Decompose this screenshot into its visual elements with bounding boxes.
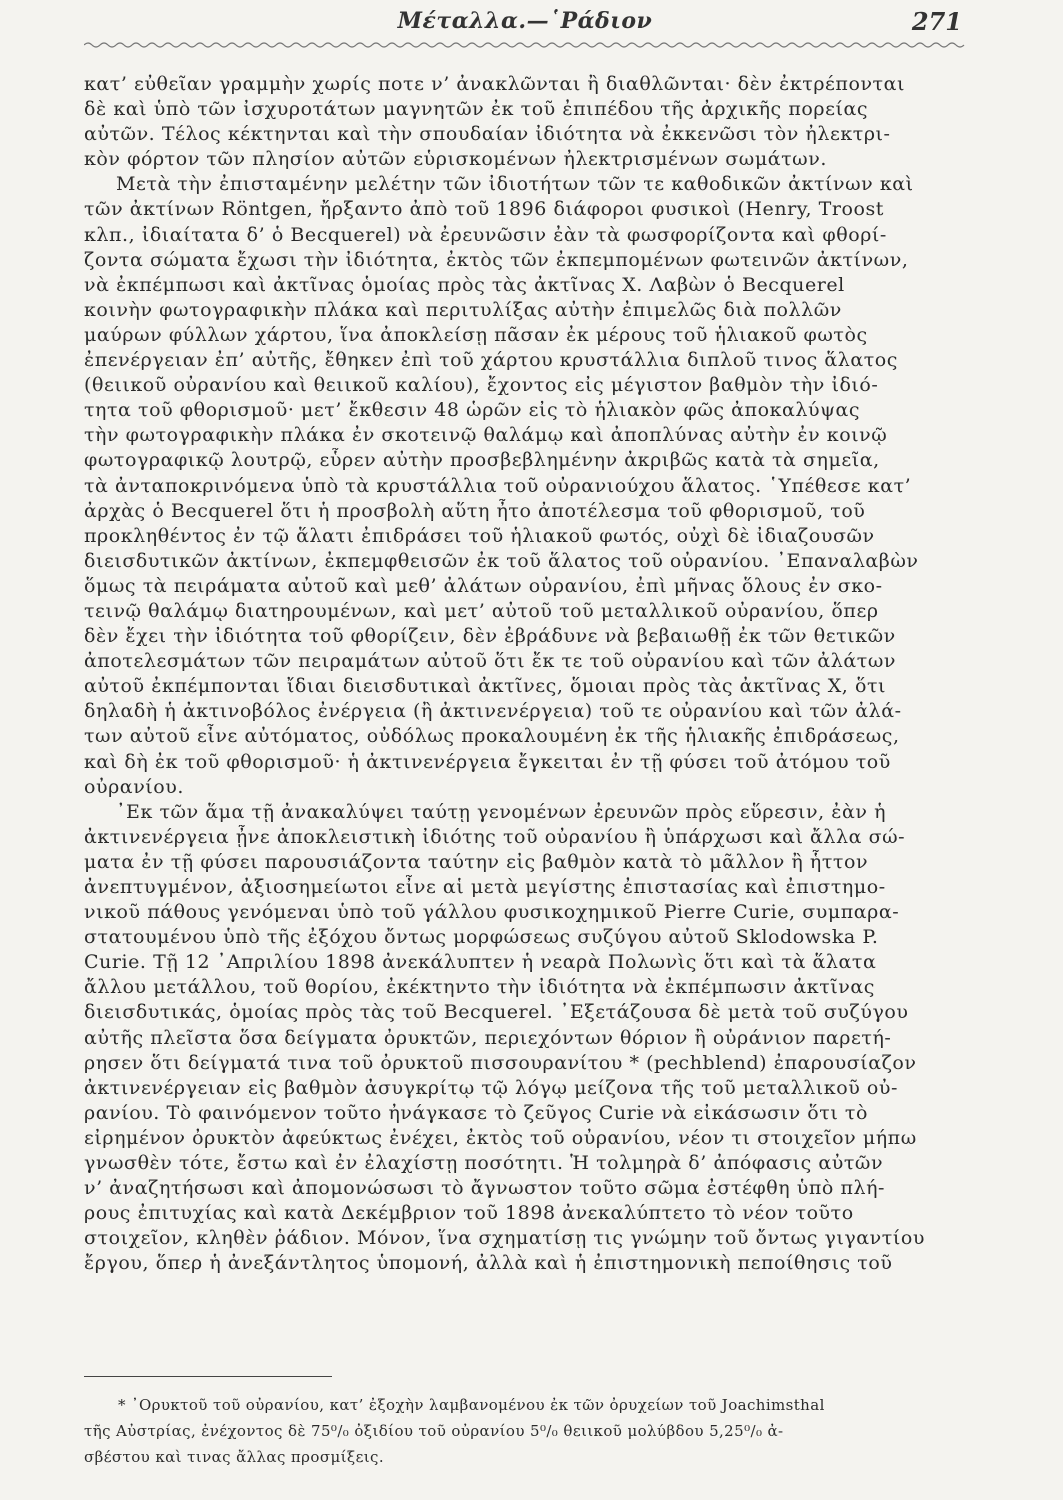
text-line: τεινῷ θαλάμῳ διατηρουμένων, καὶ μετ’ αὐτοῦ τοῦ μεταλλικοῦ οὐρανίου, ὅπερ	[84, 599, 879, 622]
text-line: αὐτῆς πλεῖστα ὅσα δείγματα ὀρυκτῶν, περιεχόντων θόριον ἢ οὐράνιον παρετή-	[84, 1026, 892, 1049]
text-line: ἀνεπτυγμένον, ἀξιοσημείωτοι εἶνε αἱ μετὰ μεγίστης ἐπιστασίας καὶ ἐπιστημο-	[84, 876, 886, 898]
text-line: κατ’ εὐθεῖαν γραμμὴν χωρίς ποτε ν’ ἀνακλῶνται ἢ διαθλῶνται· δὲν ἐκτρέπονται	[84, 73, 906, 95]
text-line: δηλαδὴ ἡ ἀκτινοβόλος ἐνέργεια (ἢ ἀκτινενέργεια) τοῦ τε οὐρανίου καὶ τῶν ἀλά-	[84, 700, 902, 723]
text-line: τὰ ἀνταποκρινόμενα ὑπὸ τὰ κρυστάλλια τοῦ οὐρανιούχου ἅλατος. ῾Υπέθεσε κατ’	[84, 474, 912, 497]
text-line: τῶν ἀκτίνων Röntgen, ἤρξαντο ἀπὸ τοῦ 1896 διάφοροι φυσικοὶ (Henry, Troost	[84, 198, 884, 221]
text-line: δὲν ἔχει τὴν ἰδιότητα τοῦ φθορίζειν, δὲν ἐβράδυνε νὰ βεβαιωθῇ ἐκ τῶν θετικῶν	[84, 625, 896, 648]
text-line: κὸν φόρτον τῶν πλησίον αὐτῶν εὑρισκομένων ἠλεκτρισμένων σωμάτων.	[84, 148, 827, 171]
body-text	[84, 72, 966, 1277]
text-line: αὐτῶν. Τέλος κέκτηνται καὶ τὴν σπουδαίαν ἰδιότητα νὰ ἐκκενῶσι τὸν ἠλεκτρι-	[84, 123, 891, 146]
text-line: κλπ., ἰδιαίτατα δ’ ὁ Becquerel) νὰ ἐρευνῶσιν ἐὰν τὰ φωσφορίζοντα καὶ φθορί-	[84, 223, 887, 246]
running-head: Μέταλλα.—῾Ράδιον	[397, 8, 653, 34]
text-line: ἄλλου μετάλλου, τοῦ θορίου, ἐκέκτηντο τὴν ἰδιότητα νὰ ἐκπέμπωσιν ἀκτῖνας	[84, 976, 875, 999]
text-line: νὰ ἐκπέμπωσι καὶ ἀκτῖνας ὁμοίας πρὸς τὰς ἀκτῖνας Χ. Λαβὼν ὁ Becquerel	[84, 273, 845, 296]
text-line: ᾿Εκ τῶν ἅμα τῇ ἀνακαλύψει ταύτῃ γενομένων ἐρευνῶν πρὸς εὕρεσιν, ἐὰν ἡ	[116, 800, 887, 823]
text-line: Curie. Τῇ 12 ᾿Απριλίου 1898 ἀνεκάλυπτεν ἡ νεαρὰ Πολωνὶς ὅτι καὶ τὰ ἅλατα	[84, 951, 877, 974]
text-line: αὐτοῦ ἐκπέμπονται ἴδιαι διεισδυτικαὶ ἀκτῖνες, ὅμοιαι πρὸς τὰς ἀκτῖνας Χ, ὅτι	[84, 675, 887, 698]
text-line: (θειικοῦ οὐρανίου καὶ θειικοῦ καλίου), ἔχοντος εἰς μέγιστον βαθμὸν τὴν ἰδιό-	[84, 374, 879, 397]
text-line: ἀκτινενέργειαν εἰς βαθμὸν ἀσυγκρίτῳ τῷ λόγῳ μείζονα τῆς τοῦ μεταλλικοῦ οὐ-	[84, 1076, 898, 1099]
text-line: ρους ἐπιτυχίας καὶ κατὰ Δεκέμβριον τοῦ 1898 ἀνεκαλύπτετο τὸ νέον τοῦτο	[84, 1202, 854, 1225]
footnote-line: σβέστου καὶ τινας ἄλλας προσμίξεις.	[84, 1448, 384, 1466]
text-line: ματα ἐν τῇ φύσει παρουσιάζοντα ταύτην εἰς βαθμὸν κατὰ τὸ μᾶλλον ἢ ἧττον	[84, 850, 869, 873]
text-line: διεισδυτικῶν ἀκτίνων, ἐκπεμφθεισῶν ἐκ τοῦ ἅλατος τοῦ οὐρανίου. ᾿Επαναλαβὼν	[84, 549, 919, 572]
footnote	[84, 1392, 966, 1470]
text-line: νικοῦ πάθους γενόμεναι ὑπὸ τοῦ γάλλου φυσικοχημικοῦ Pierre Curie, συμπαρα-	[84, 901, 900, 924]
text-line: φωτογραφικῷ λουτρῷ, εὗρεν αὐτὴν προσβεβλημένην ἀκριβῶς κατὰ τὰ σημεῖα,	[84, 449, 880, 472]
page-header	[84, 4, 966, 38]
footnote-rule	[84, 1376, 332, 1377]
text-line: δὲ καὶ ὑπὸ τῶν ἰσχυροτάτων μαγνητῶν ἐκ τοῦ ἐπιπέδου τῆς ἀρχικῆς πορείας	[84, 98, 869, 121]
text-line: Μετὰ τὴν ἐπισταμένην μελέτην τῶν ἰδιοτήτων τῶν τε καθοδικῶν ἀκτίνων καὶ	[116, 173, 914, 196]
text-line: καὶ δὴ ἐκ τοῦ φθορισμοῦ· ἡ ἀκτινενέργεια ἔγκειται ἐν τῇ φύσει τοῦ ἀτόμου τοῦ	[84, 750, 891, 773]
text-line: τητα τοῦ φθορισμοῦ· μετ’ ἔκθεσιν 48 ὡρῶν εἰς τὸ ἡλιακὸν φῶς ἀποκαλύψας	[84, 399, 861, 422]
text-line: ἐπενέργειαν ἐπ’ αὐτῆς, ἔθηκεν ἐπὶ τοῦ χάρτου κρυστάλλια διπλοῦ τινος ἅλατος	[84, 349, 898, 372]
text-line: προκληθέντος ἐν τῷ ἅλατι ἐπιδράσει τοῦ ἡλιακοῦ φωτός, οὐχὶ δὲ ἰδιαζουσῶν	[84, 524, 875, 547]
page-number: 271	[911, 7, 962, 36]
text-line: μαύρων φύλλων χάρτου, ἵνα ἀποκλείσῃ πᾶσαν ἐκ μέρους τοῦ ἡλιακοῦ φωτὸς	[84, 323, 868, 346]
text-line: ἀποτελεσμάτων τῶν πειραμάτων αὐτοῦ ὅτι ἔκ τε τοῦ οὐρανίου καὶ τῶν ἀλάτων	[84, 650, 896, 673]
text-line: ν’ ἀναζητήσωσι καὶ ἀπομονώσωσι τὸ ἄγνωστον τοῦτο σῶμα ἐστέφθη ὑπὸ πλή-	[84, 1177, 885, 1200]
text-line: ρανίου. Τὸ φαινόμενον τοῦτο ἠνάγκασε τὸ ζεῦγος Curie νὰ εἰκάσωσιν ὅτι τὸ	[84, 1101, 868, 1124]
wavy-header-rule	[84, 40, 966, 50]
text-line: κοινὴν φωτογραφικὴν πλάκα καὶ περιτυλίξας αὐτὴν ἐπιμελῶς διὰ πολλῶν	[84, 298, 842, 321]
text-line: οὐρανίου.	[84, 775, 184, 798]
text-line: γνωσθὲν τότε, ἔστω καὶ ἐν ἐλαχίστῃ ποσότητι. Ἡ τολμηρὰ δ’ ἀπόφασις αὐτῶν	[84, 1152, 884, 1175]
text-line: ἔργου, ὅπερ ἡ ἀνεξάντλητος ὑπομονή, ἀλλὰ καὶ ἡ ἐπιστημονικὴ πεποίθησις τοῦ	[84, 1252, 893, 1275]
footnote-line: τῆς Αὐστρίας, ἐνέχοντος δὲ 75⁰/₀ ὀξιδίου τοῦ οὐρανίου 5⁰/₀ θειικοῦ μολύβδου 5,25⁰/₀ ἀ-	[84, 1422, 784, 1440]
text-line: ἀκτινενέργεια ᾖνε ἀποκλειστικὴ ἰδιότης τοῦ οὐρανίου ἢ ὑπάρχωσι καὶ ἄλλα σώ-	[84, 825, 906, 848]
text-line: ρησεν ὅτι δείγματά τινα τοῦ ὀρυκτοῦ πισσουρανίτου * (pechblend) ἐπαρουσίαζον	[84, 1051, 917, 1074]
text-line: ὅμως τὰ πειράματα αὐτοῦ καὶ μεθ’ ἀλάτων οὐρανίου, ἐπὶ μῆνας ὅλους ἐν σκο-	[84, 574, 883, 597]
text-line: στοιχεῖον, κληθὲν ῥάδιον. Μόνον, ἵνα σχηματίσῃ τις γνώμην τοῦ ὄντως γιγαντίου	[84, 1227, 925, 1250]
text-line: των αὐτοῦ εἶνε αὐτόματος, οὐδόλως προκαλουμένη ἐκ τῆς ἡλιακῆς ἐπιδράσεως,	[84, 725, 900, 748]
text-line: στατουμένου ὑπὸ τῆς ἐξόχου ὄντως μορφώσεως συζύγου αὐτοῦ Sklodowska P.	[84, 926, 879, 949]
text-line: διεισδυτικάς, ὁμοίας πρὸς τὰς τοῦ Becquerel. ᾿Εξετάζουσα δὲ μετὰ τοῦ συζύγου	[84, 1001, 909, 1024]
footnote-line: * ᾿Ορυκτοῦ τοῦ οὐρανίου, κατ’ ἐξοχὴν λαμβανομένου ἐκ τῶν ὀρυχείων τοῦ Joachimsthal	[118, 1396, 825, 1414]
text-line: ζοντα σώματα ἔχωσι τὴν ἰδιότητα, ἐκτὸς τῶν ἐκπεμπομένων φωτεινῶν ἀκτίνων,	[84, 248, 909, 271]
text-line: εἰρημένον ὀρυκτὸν ἀφεύκτως ἐνέχει, ἐκτὸς τοῦ οὐρανίου, νέον τι στοιχεῖον μήπω	[84, 1126, 917, 1149]
text-line: τὴν φωτογραφικὴν πλάκα ἐν σκοτεινῷ θαλάμῳ καὶ ἀποπλύνας αὐτὴν ἐν κοινῷ	[84, 424, 888, 447]
text-line: ἀρχὰς ὁ Becquerel ὅτι ἡ προσβολὴ αὕτη ἦτο ἀποτέλεσμα τοῦ φθορισμοῦ, τοῦ	[84, 499, 866, 522]
